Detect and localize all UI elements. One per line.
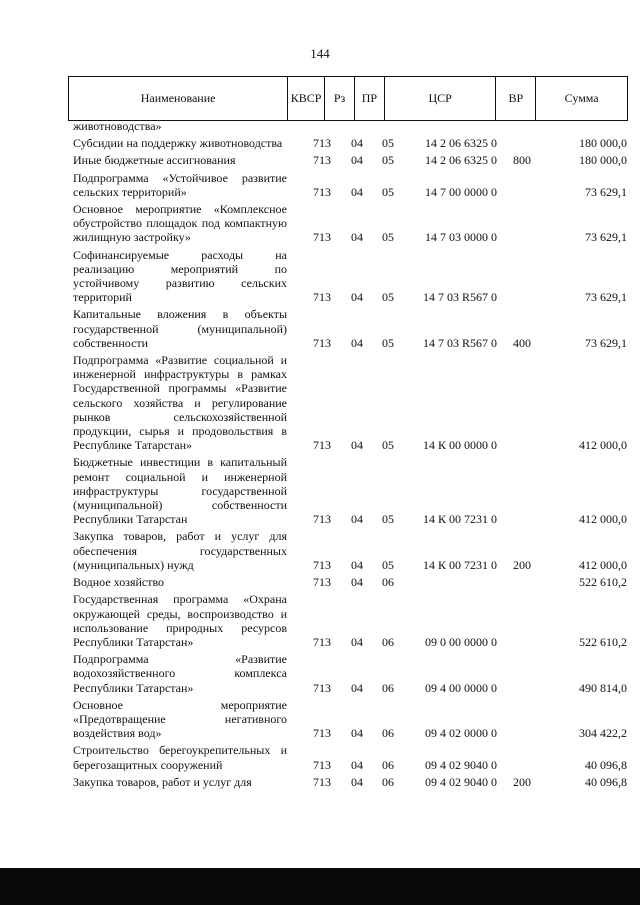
cell-kvsr: 713 bbox=[313, 153, 331, 168]
table-body bbox=[73, 119, 628, 792]
cell-sum: 180 000,0 bbox=[579, 136, 627, 151]
header-sum: Сумма bbox=[564, 91, 599, 105]
cell-sum: 490 814,0 bbox=[579, 680, 627, 695]
cell-sum: 40 096,8 bbox=[585, 757, 627, 772]
cell-pr: 05 bbox=[382, 136, 394, 151]
cell-name: Капитальные вложения в объекты государственной (муниципальной) собственности bbox=[73, 307, 287, 350]
cell-rz: 04 bbox=[351, 136, 363, 151]
header-csr: ЦСР bbox=[385, 77, 497, 120]
header-name: Наименование bbox=[69, 77, 288, 120]
cell-kvsr: 713 bbox=[313, 136, 331, 151]
cell-kvsr: 713 bbox=[313, 774, 331, 789]
cell-rz: 04 bbox=[351, 230, 363, 245]
cell-csr: 14 7 03 R567 0 bbox=[422, 290, 497, 305]
table-row bbox=[73, 529, 628, 572]
table-row bbox=[73, 775, 628, 789]
cell-kvsr: 713 bbox=[313, 184, 331, 199]
cell-pr: 06 bbox=[382, 634, 394, 649]
cell-kvsr: 713 bbox=[313, 634, 331, 649]
table-header bbox=[68, 76, 628, 121]
cell-pr: 06 bbox=[382, 757, 394, 772]
cell-rz: 04 bbox=[351, 757, 363, 772]
cell-rz: 04 bbox=[351, 726, 363, 741]
cell-pr: 06 bbox=[382, 726, 394, 741]
cell-pr: 06 bbox=[382, 774, 394, 789]
cell-rz: 04 bbox=[351, 512, 363, 527]
table-row bbox=[73, 171, 628, 199]
cell-name: Закупка товаров, работ и услуг для обеспечения государственных (муниципальных) нужд bbox=[73, 529, 287, 572]
cell-pr: 05 bbox=[382, 512, 394, 527]
cell-csr: 14 2 06 6325 0 bbox=[425, 153, 497, 168]
cell-kvsr: 713 bbox=[313, 512, 331, 527]
cell-name: Государственная программа «Охрана окружающей среды, воспроизводство и использование природных ресурсов Республики Татарстан» bbox=[73, 592, 287, 649]
cell-rz: 04 bbox=[351, 290, 363, 305]
cell-name: Подпрограмма «Устойчивое развитие сельских территорий» bbox=[73, 170, 287, 199]
cell-csr: 14 7 03 0000 0 bbox=[425, 230, 497, 245]
cell-pr: 05 bbox=[382, 184, 394, 199]
cell-csr: 14 7 00 0000 0 bbox=[425, 184, 497, 199]
table-row bbox=[73, 592, 628, 649]
cell-csr: 14 К 00 7231 0 bbox=[422, 512, 497, 527]
cell-csr: 09 0 00 0000 0 bbox=[425, 634, 497, 649]
cell-sum: 412 000,0 bbox=[579, 438, 627, 453]
cell-rz: 04 bbox=[351, 153, 363, 168]
cell-kvsr: 713 bbox=[313, 680, 331, 695]
cell-kvsr: 713 bbox=[313, 438, 331, 453]
cell-name: животноводства» bbox=[73, 119, 162, 133]
page-number: 144 bbox=[310, 46, 330, 61]
scan-edge bbox=[0, 868, 640, 905]
cell-kvsr: 713 bbox=[313, 757, 331, 772]
table-row bbox=[73, 153, 628, 167]
cell-pr: 05 bbox=[382, 230, 394, 245]
cell-name: Водное хозяйство bbox=[73, 575, 165, 590]
cell-vr: 200 bbox=[513, 774, 531, 789]
cell-sum: 40 096,8 bbox=[585, 774, 627, 789]
cell-rz: 04 bbox=[351, 680, 363, 695]
cell-pr: 05 bbox=[382, 438, 394, 453]
cell-rz: 04 bbox=[351, 335, 363, 350]
cell-name: Субсидии на поддержку животноводства bbox=[73, 136, 283, 151]
cell-csr: 14 7 03 R567 0 bbox=[422, 335, 497, 350]
header-vr: ВР bbox=[496, 77, 536, 120]
cell-sum: 412 000,0 bbox=[579, 557, 627, 572]
cell-kvsr: 713 bbox=[313, 230, 331, 245]
cell-kvsr: 713 bbox=[313, 557, 331, 572]
cell-sum: 73 629,1 bbox=[585, 290, 627, 305]
cell-name: Основное мероприятие «Предотвращение негативного воздействия вод» bbox=[73, 697, 287, 741]
cell-name: Закупка товаров, работ и услуг для bbox=[73, 774, 252, 789]
cell-csr: 09 4 00 0000 0 bbox=[425, 680, 497, 695]
cell-sum: 73 629,1 bbox=[585, 335, 627, 350]
cell-sum: 73 629,1 bbox=[585, 230, 627, 245]
cell-rz: 04 bbox=[351, 634, 363, 649]
cell-vr: 400 bbox=[513, 335, 531, 350]
table-row bbox=[73, 652, 628, 695]
table-row bbox=[73, 248, 628, 305]
cell-csr: 09 4 02 9040 0 bbox=[425, 774, 497, 789]
cell-name: Подпрограмма «Развитие социальной и инженерной инфраструктуры в рамках Государственной программы «Развитие сельского хозяйства и регулирование рынков сельскохозяйственной продукции, сырья и продовольствия в Республике Татарстан» bbox=[73, 353, 287, 453]
cell-sum: 522 610,2 bbox=[579, 634, 627, 649]
table-row bbox=[73, 455, 628, 526]
header-kvsr: КВСР bbox=[288, 77, 325, 120]
cell-rz: 04 bbox=[351, 774, 363, 789]
table-row bbox=[73, 119, 628, 133]
cell-sum: 412 000,0 bbox=[579, 512, 627, 527]
cell-sum: 304 422,2 bbox=[579, 726, 627, 741]
cell-name: Основное мероприятие «Комплексное обустройство площадок под компактную жилищную застройку» bbox=[73, 202, 287, 245]
cell-csr: 09 4 02 9040 0 bbox=[425, 757, 497, 772]
cell-pr: 05 bbox=[382, 290, 394, 305]
table-row bbox=[73, 136, 628, 150]
cell-sum: 522 610,2 bbox=[579, 575, 627, 590]
cell-pr: 06 bbox=[382, 575, 394, 590]
cell-kvsr: 713 bbox=[313, 726, 331, 741]
cell-sum: 180 000,0 bbox=[579, 153, 627, 168]
cell-csr: 14 К 00 7231 0 bbox=[422, 557, 497, 572]
table-row bbox=[73, 575, 628, 589]
cell-pr: 05 bbox=[382, 557, 394, 572]
cell-rz: 04 bbox=[351, 438, 363, 453]
cell-csr: 14 2 06 6325 0 bbox=[425, 136, 497, 151]
header-pr: ПР bbox=[355, 77, 385, 120]
table-row bbox=[73, 743, 628, 771]
cell-kvsr: 713 bbox=[313, 335, 331, 350]
header-rz: Рз bbox=[325, 77, 355, 120]
cell-sum: 73 629,1 bbox=[585, 184, 627, 199]
cell-name: Бюджетные инвестиции в капитальный ремонт социальной и инженерной инфраструктуры государственной (муниципальной) собственности Республики Татарстан bbox=[73, 455, 287, 527]
cell-name: Строительство берегоукрепительных и берегозащитных сооружений bbox=[73, 743, 287, 772]
cell-kvsr: 713 bbox=[313, 575, 331, 590]
cell-csr: 14 К 00 0000 0 bbox=[422, 438, 497, 453]
cell-kvsr: 713 bbox=[313, 290, 331, 305]
cell-rz: 04 bbox=[351, 557, 363, 572]
cell-rz: 04 bbox=[351, 575, 363, 590]
cell-vr: 200 bbox=[513, 557, 531, 572]
table-row bbox=[73, 202, 628, 245]
table-row bbox=[73, 353, 628, 452]
cell-pr: 05 bbox=[382, 153, 394, 168]
cell-name: Иные бюджетные ассигнования bbox=[73, 153, 236, 168]
cell-pr: 06 bbox=[382, 680, 394, 695]
cell-rz: 04 bbox=[351, 184, 363, 199]
table-row bbox=[73, 698, 628, 741]
cell-pr: 05 bbox=[382, 335, 394, 350]
cell-name: Софинансируемые расходы на реализацию мероприятий по устойчивому развитию сельских территорий bbox=[73, 247, 287, 305]
cell-vr: 800 bbox=[513, 153, 531, 168]
cell-csr: 09 4 02 0000 0 bbox=[425, 726, 497, 741]
cell-name: Подпрограмма «Развитие водохозяйственного комплекса Республики Татарстан» bbox=[73, 652, 287, 695]
table-row bbox=[73, 307, 628, 350]
